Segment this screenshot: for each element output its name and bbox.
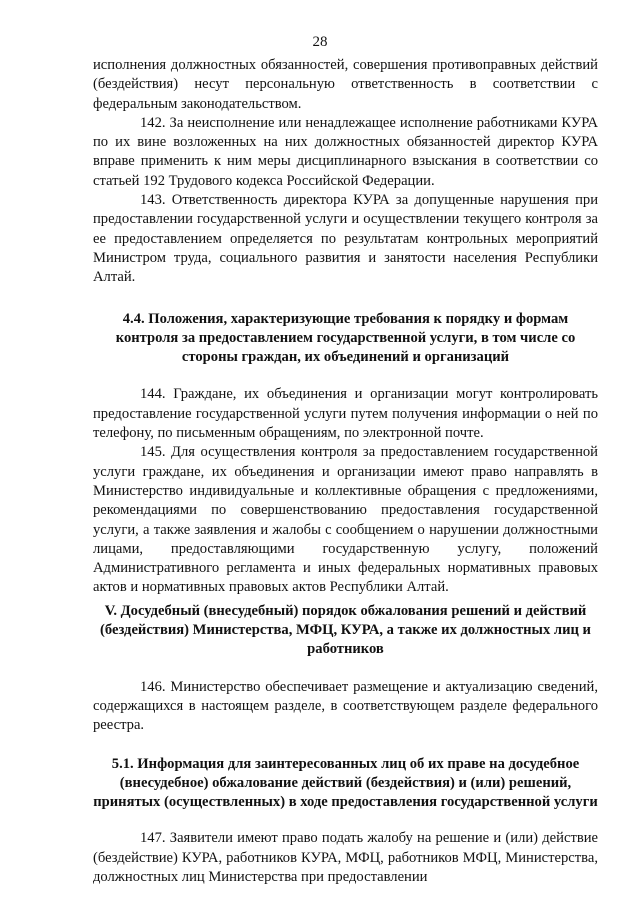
- paragraph-146: 146. Министерство обеспечивает размещение и актуализацию сведений, содержащихся в настоящем разделе, в соответствующем разделе федерального реестра.: [93, 678, 598, 734]
- paragraph-147: 147. Заявители имеют право подать жалобу на решение и (или) действие (бездействие) КУРА, работников КУРА, МФЦ, работников МФЦ, Министерства, должностных лиц Министерства при предоставлении: [93, 830, 598, 885]
- section-heading-5-1: 5.1. Информация для заинтересованных лиц об их праве на досудебное (внесудебное) обжалование действий (бездействия) и (или) решений, принятых (осуществленных) в ходе предоставления государственной услуги: [93, 755, 598, 811]
- paragraph-145: 145. Для осуществления контроля за предоставлением государственной услуги граждане, их объединения и организации имеют право направлять в Министерство индивидуальные и коллективные обращения с предложениями, рекомендациями по совершенствованию предоставления государственной услуги, а также заявления и жалобы с сообщением о нарушении должностными лицами, предоставляющими государственную услугу, положений Административного регламента и иных федеральных нормативных правовых актов и нормативных правовых актов Республики Алтай.: [93, 444, 598, 596]
- paragraph-142: 142. За неисполнение или ненадлежащее исполнение работниками КУРА по их вине возложенных на них должностных обязанностей директор КУРА вправе применить к ним меры дисциплинарного взыскания в соответствии со статьей 192 Трудового кодекса Российской Федерации.: [93, 114, 598, 189]
- section-heading-v: V. Досудебный (внесудебный) порядок обжалования решений и действий (бездействия) Министерства, МФЦ, КУРА, а также их должностных лиц и работников: [100, 602, 591, 658]
- section-heading-4-4: 4.4. Положения, характеризующие требования к порядку и формам контроля за предоставлением государственной услуги, в том числе со стороны граждан, их объединений и организаций: [115, 310, 576, 366]
- paragraph-143: 143. Ответственность директора КУРА за допущенные нарушения при предоставлении государственной услуги и осуществлении текущего контроля за ее предоставлением определяется по результатам контрольных мероприятий Министром труда, социального развития и занятости населения Республики Алтай.: [93, 192, 598, 286]
- page-number: 28: [312, 34, 328, 50]
- document-body: [93, 56, 598, 887]
- paragraph-144: 144. Граждане, их объединения и организации могут контролировать предоставление государственной услуги путем получения информации о ней по телефону, по письменным обращениям, по электронной почте.: [93, 386, 598, 442]
- paragraph-continuation: исполнения должностных обязанностей, совершения противоправных действий (бездействия) несут персональную ответственность в соответствии с федеральным законодательством.: [93, 57, 598, 112]
